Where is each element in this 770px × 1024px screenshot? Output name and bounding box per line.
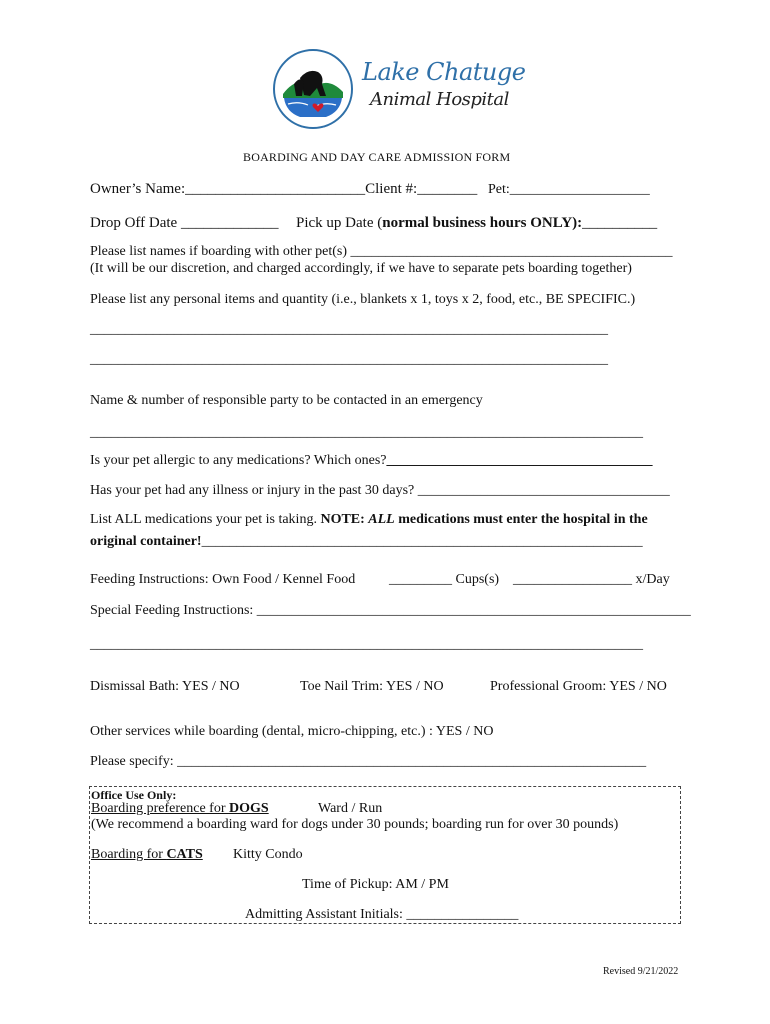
medications-rest: medications must enter the hospital in the: [394, 512, 648, 527]
medications-container-note: original container!: [90, 534, 202, 549]
ward-run-option[interactable]: Ward / Run: [318, 801, 383, 816]
other-services-option[interactable]: Other services while boarding (dental, micro-chipping, etc.) : YES / NO: [90, 724, 494, 739]
dog-boarding-preference: [91, 801, 269, 817]
owner-name-field[interactable]: ________________________: [185, 181, 366, 197]
office-use-heading: Office Use Only:: [91, 788, 177, 802]
cat-boarding-preference: [91, 847, 203, 863]
pickup-label: Pick up Date (: [296, 215, 383, 231]
assistant-initials-field[interactable]: Admitting Assistant Initials: ________________: [245, 907, 519, 922]
medications-field[interactable]: [90, 534, 643, 550]
special-feeding-field[interactable]: Special Feeding Instructions: ______________________________________________________________: [90, 603, 691, 618]
personal-items-line-2[interactable]: __________________________________________________________________________: [90, 352, 608, 367]
dog-boarding-label: [91, 801, 269, 816]
owner-name-label: Owner’s Name:: [90, 181, 186, 197]
please-specify-field[interactable]: [90, 754, 646, 770]
please-specify-label: Please specify:: [90, 754, 174, 769]
cups-field[interactable]: _________ Cups(s): [389, 572, 500, 587]
kitty-condo-option[interactable]: Kitty Condo: [233, 847, 303, 862]
dog-weight-note: (We recommend a boarding ward for dogs under 30 pounds; boarding run for over 30 pounds): [91, 817, 619, 832]
owner-name-row: [90, 181, 477, 198]
medications-all: ALL: [368, 512, 395, 527]
allergy-label: Is your pet allergic to any medications? Which ones?: [90, 453, 387, 468]
form-title: BOARDING AND DAY CARE ADMISSION FORM: [243, 150, 511, 164]
please-specify-line[interactable]: ___________________________________________________________________: [177, 754, 647, 769]
discretion-note: (It will be our discretion, and charged accordingly, if we have to separate pets boarding together): [90, 261, 632, 276]
per-day-field[interactable]: _________________ x/Day: [513, 572, 670, 587]
pickup-time-option[interactable]: Time of Pickup: AM / PM: [302, 877, 449, 892]
illness-field[interactable]: Has your pet had any illness or injury in the past 30 days? ____________________________________: [90, 483, 670, 498]
client-number-field[interactable]: Client #:________: [365, 181, 478, 197]
pickup-date-field[interactable]: [296, 215, 657, 232]
pickup-line[interactable]: __________: [582, 215, 658, 231]
other-pets-field[interactable]: Please list names if boarding with other pet(s) ______________________________________________: [90, 244, 673, 259]
cats-label: CATS: [166, 847, 203, 862]
personal-items-label: Please list any personal items and quantity (i.e., blankets x 1, toys x 2, food, etc., BE SPECIFIC.): [90, 292, 636, 307]
allergy-field[interactable]: [90, 453, 653, 469]
logo-emblem: [270, 48, 356, 130]
revised-date: Revised 9/21/2022: [603, 966, 679, 977]
pickup-hours-note: normal business hours ONLY):: [382, 215, 583, 231]
medications-label: [90, 512, 648, 528]
emergency-contact-line[interactable]: _______________________________________________________________________________: [90, 425, 643, 440]
cat-boarding-label-text: Boarding for: [91, 847, 167, 862]
pet-field[interactable]: Pet:____________________: [488, 182, 650, 197]
cat-boarding-label: [91, 847, 203, 862]
logo: [270, 48, 526, 130]
special-feeding-line[interactable]: _______________________________________________________________________________: [90, 637, 643, 652]
logo-name-line1: Lake Chatuge: [362, 58, 526, 86]
emergency-contact-label: Name & number of responsible party to be contacted in an emergency: [90, 393, 483, 408]
toe-nail-trim-option[interactable]: Toe Nail Trim: YES / NO: [300, 679, 444, 694]
medications-line[interactable]: _______________________________________________________________: [201, 534, 643, 549]
dismissal-bath-option[interactable]: Dismissal Bath: YES / NO: [90, 679, 240, 694]
professional-groom-option[interactable]: Professional Groom: YES / NO: [490, 679, 667, 694]
feeding-instructions[interactable]: Feeding Instructions: Own Food / Kennel Food: [90, 572, 356, 587]
logo-name-line2: Animal Hospital: [370, 89, 509, 110]
allergy-line[interactable]: ______________________________________: [386, 453, 653, 468]
medications-note: NOTE:: [320, 512, 369, 527]
dogs-label: DOGS: [228, 801, 269, 816]
medications-text: List ALL medications your pet is taking.: [90, 512, 321, 527]
drop-off-date-field[interactable]: Drop Off Date _____________: [90, 215, 279, 231]
personal-items-line-1[interactable]: __________________________________________________________________________: [90, 322, 608, 337]
dog-boarding-label-text: Boarding preference for: [91, 801, 229, 816]
